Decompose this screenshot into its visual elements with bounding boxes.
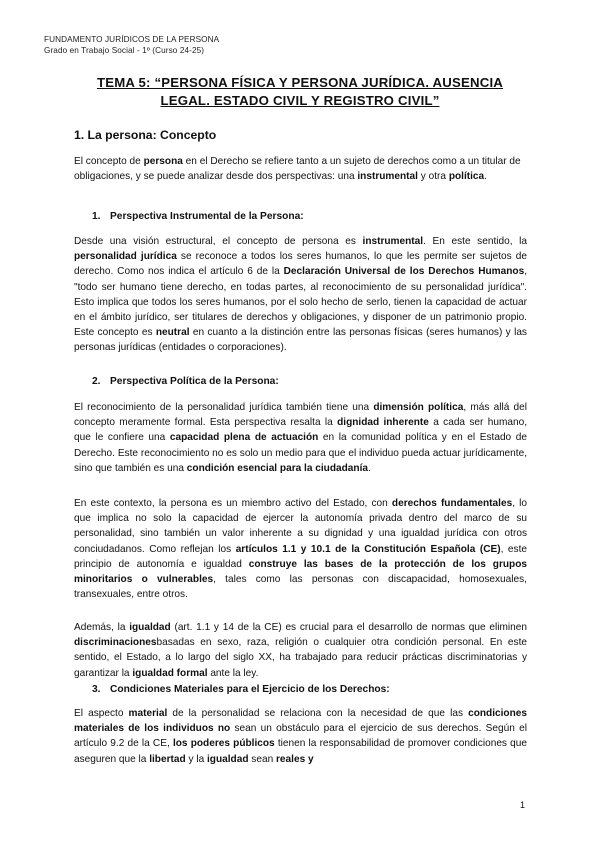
subheading-condiciones [92,684,390,695]
bold-term: dignidad inherente [337,417,429,429]
bold-term: neutral [155,327,190,339]
bold-term: personalidad jurídica [74,251,177,263]
bold-term: material [128,708,168,719]
paragraph-instrumental: Desde una visión estructural, el concepto de persona es instrumental. En este sentido, la personalidad jurídica se reconoce a todos los seres humanos, lo que les permite ser sujetos de derecho. Como nos indica el artículo 6 de la Declaración Universal de los Derechos Humanos, "todo ser humano tiene derecho, en todas partes, al reconocimiento de su personalidad jurídica". Esto implica que todos los seres humanos, por el solo hecho de serlo, tienen la capacidad de actuar en el ámbito jurídico, ser titulares de derechos y obligaciones, y disponer de un patrimonio propio. Este concepto es neutral en cuanto a la distinción entre las personas físicas (seres humanos) y las personas jurídicas (entidades o corporaciones). [74,236,528,354]
subheading-text: Perspectiva Política de la Persona: [110,376,279,387]
subheading-number: 2. [92,376,101,387]
subheading-text: Condiciones Materiales para el Ejercicio de los Derechos: [110,684,390,695]
bold-term: condición esencial para la ciudadanía [186,462,368,474]
title-line-1: TEMA 5: “PERSONA FÍSICA Y PERSONA JURÍDICA. AUSENCIA [96,75,504,90]
bold-term: discriminaciones [74,637,157,649]
page-header [44,34,219,56]
title-line-2: LEGAL. ESTADO CIVIL Y REGISTRO CIVIL” [160,92,440,108]
subheading-politica [92,376,279,387]
bold-term: capacidad plena de actuación [169,432,319,444]
paragraph-condiciones: El aspecto material de la personalidad se relaciona con la necesidad de que las condiciones materiales de los individuos no sean un obstáculo para el ejercicio de sus derechos. Según el artículo 9.2 de la CE, los poderes públicos tienen la responsabilidad de promover condiciones que aseguren que la libertad y la igualdad sean reales y [74,708,527,765]
bold-term: condiciones materiales de los individuos no [74,708,527,735]
paragraph-politica-3: Además, la igualdad (art. 1.1 y 14 de la CE) es crucial para el desarrollo de normas que eliminen discriminacionesbasadas en sexo, raza, religión o cualquier otra condición personal. En este sentido, el Estado, a lo largo del siglo XX, ha trabajado para reducir prácticas discriminatorias y garantizar la igualdad formal ante la ley. [74,622,527,679]
bold-term: reales y [276,753,314,765]
bold-term: instrumental [362,236,424,247]
header-degree: Grado en Trabajo Social - 1º (Curso 24-25) [44,46,205,55]
bold-term: política [448,171,485,183]
bold-term: igualdad [129,622,171,633]
intro-paragraph: El concepto de persona en el Derecho se refiere tanto a un sujeto de derechos como a un titular de obligaciones, y se puede analizar desde dos perspectivas: una instrumental y otra política. [74,156,521,183]
subheading-number: 3. [92,684,101,695]
header-course-title: FUNDAMENTO JURÍDICOS DE LA PERSONA [44,35,220,44]
bold-term: derechos fundamentales [391,498,513,509]
bold-term: Declaración Universal de los Derechos Humanos [283,266,525,278]
subheading-text: Perspectiva Instrumental de la Persona: [110,211,304,222]
page-number: 1 [520,800,526,810]
section-heading-persona: 1. La persona: Concepto [74,128,217,142]
bold-term: artículos 1.1 y 10.1 de la Constitución Española (CE) [235,543,501,555]
bold-term: dimensión política [373,402,464,413]
bold-term: persona [143,156,183,167]
paragraph-politica-1: El reconocimiento de la personalidad jurídica también tiene una dimensión política, más allá del concepto meramente formal. Esta perspectiva resalta la dignidad inherente a cada ser humano, que le confiere una capacidad plena de actuación en la comunidad política y en el Estado de Derecho. Este reconocimiento no es solo un medio para que el individuo pueda actuar jurídicamente, sino que también es una condición esencial para la ciudadanía. [74,402,528,474]
document-title [60,74,540,109]
bold-term: igualdad formal [132,667,208,679]
subheading-instrumental [92,211,304,222]
bold-term: instrumental [357,171,418,183]
bold-term: libertad [149,753,186,765]
bold-term: los poderes públicos [172,738,275,750]
paragraph-politica-2: En este contexto, la persona es un miembro activo del Estado, con derechos fundamentales, lo que implica no solo la capacidad de ejercer la autonomía privada dentro del marco de su personalidad, sino también un valor inherente a su dignidad y una igualdad jurídica con otros conciudadanos. Como reflejan los artículos 1.1 y 10.1 de la Constitución Española (CE), este principio de autonomía e igualdad construye las bases de la protección de los grupos minoritarios o vulnerables, tales como las personas con discapacidad, homosexuales, transexuales, entre otros. [74,498,527,601]
subheading-number: 1. [92,211,101,222]
bold-term: construye las bases de la protección de los grupos minoritarios o vulnerables [74,558,527,586]
bold-term: igualdad [207,753,249,765]
